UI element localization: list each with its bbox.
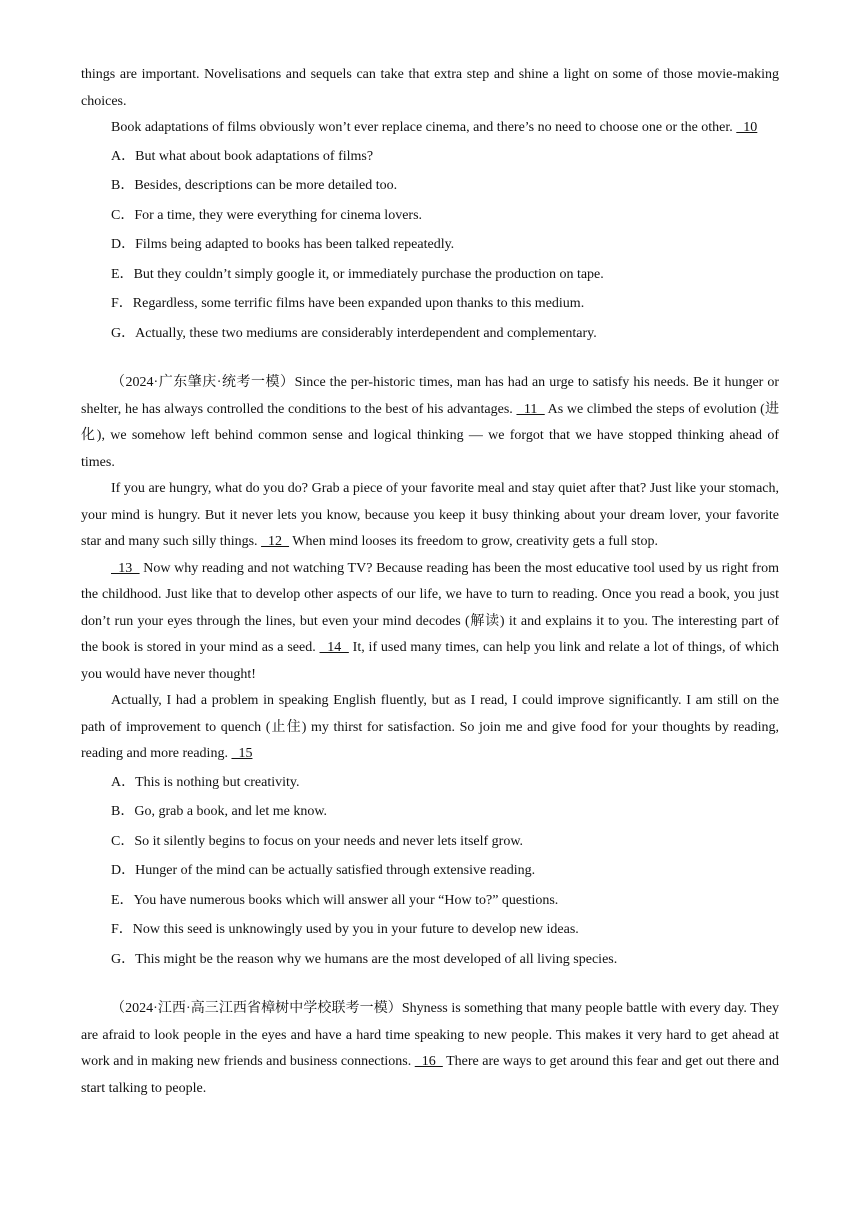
paragraph-text: There are ways to get around this fear and get out there and start talking to people. <box>81 1054 780 1096</box>
paragraph <box>81 62 779 115</box>
section-gap <box>81 348 779 370</box>
paragraph-text: Now why reading and not watching TV? Because reading has been the most educative tool used by us right from the childhood. Just like that to develop other aspects of our life, we have to turn to reading. Once you read a book, you just don’t run your eyes through the lines, but even your mind decodes (解读) it and explains it to you. The interesting part of the book is stored in your mind as a seed. <box>81 560 780 655</box>
option-a <box>111 142 779 172</box>
options-list-1 <box>81 142 779 349</box>
option-letter: G． <box>111 951 136 967</box>
option-text: But they couldn’t simply google it, or immediately purchase the production on tape. <box>133 266 604 282</box>
question-source: （2024·广东肇庆·统考一模） <box>111 375 295 390</box>
option-text: Regardless, some terrific films have been expanded upon thanks to this medium. <box>132 296 585 311</box>
option-letter: G． <box>111 325 136 341</box>
paragraph <box>81 996 779 1102</box>
option-letter: E． <box>111 892 134 908</box>
option-letter: B． <box>111 804 135 819</box>
option-text: But what about book adaptations of films? <box>135 148 374 164</box>
option-letter: E． <box>111 266 134 282</box>
paragraph <box>81 556 779 689</box>
option-a <box>111 768 779 798</box>
paragraph-text: things are important. Novelisations and sequels can take that extra step and shine a light on some of those movie-making choices. <box>81 67 779 109</box>
question-source: （2024·江西·高三江西省樟树中学校联考一模） <box>111 1001 402 1016</box>
option-letter: C． <box>111 207 135 223</box>
option-f <box>111 289 779 319</box>
option-letter: B． <box>111 178 135 193</box>
options-list-2 <box>81 768 779 975</box>
option-b <box>111 171 779 201</box>
paragraph-text: If you are hungry, what do you do? Grab a piece of your favorite meal and stay quiet after that? Just like your stomach, your mind is hungry. But it never lets you know, because you keep it busy thinking about your dream lover, your favorite star and many such silly things. <box>81 481 779 549</box>
paragraph-text: Actually, I had a problem in speaking English fluently, but as I read, I could improve significantly. I am still on the path of improvement to quench (止住) my thirst for satisfaction. So join me and give food for your thoughts by reading, reading and more reading. <box>81 693 779 761</box>
option-letter: F． <box>111 296 133 311</box>
option-g <box>111 319 779 349</box>
paragraph-text: When mind looses its freedom to grow, creativity gets a full stop. <box>289 534 659 549</box>
paragraph <box>81 115 779 142</box>
paragraph <box>81 476 779 556</box>
option-c <box>111 201 779 231</box>
option-text: This might be the reason why we humans are the most developed of all living species. <box>135 951 618 967</box>
answer-blank-11[interactable]: 11 <box>516 401 545 417</box>
option-letter: A． <box>111 774 136 790</box>
paragraph-text: Shyness is something that many people battle with every day. They are afraid to look people in the eyes and have a hard time speaking to new people. This makes it very hard to get ahead at work and in making new friends and business connections. <box>81 1001 779 1069</box>
option-b <box>111 797 779 827</box>
paragraph-text: Book adaptations of films obviously won’t ever replace cinema, and there’s no need to choose one or the other. <box>111 120 737 135</box>
answer-blank-12[interactable]: 12 <box>261 534 290 549</box>
answer-blank-15[interactable]: 15 <box>231 746 253 761</box>
option-text: Films being adapted to books has been talked repeatedly. <box>135 237 455 252</box>
answer-blank-13[interactable]: 13 <box>111 560 140 576</box>
answer-blank-10[interactable]: 10 <box>736 120 758 135</box>
paragraph-text: As we climbed the steps of evolution (进化), we somehow left behind common sense and logical thinking — we forgot that we have stopped thinking ahead of times. <box>81 401 779 470</box>
option-e <box>111 260 779 290</box>
option-e <box>111 886 779 916</box>
option-d <box>111 856 779 886</box>
option-text: You have numerous books which will answer all your “How to?” questions. <box>133 892 559 908</box>
option-text: Hunger of the mind can be actually satisfied through extensive reading. <box>135 863 536 878</box>
option-g <box>111 945 779 975</box>
answer-blank-14[interactable]: 14 <box>319 640 349 655</box>
paragraph-text: It, if used many times, can help you link and relate a lot of things, of which you would have never thought! <box>81 640 779 682</box>
paragraph <box>81 370 779 476</box>
option-letter: C． <box>111 833 135 849</box>
option-text: This is nothing but creativity. <box>135 774 300 790</box>
option-c <box>111 827 779 857</box>
section-gap <box>81 974 779 996</box>
option-letter: D． <box>111 237 136 252</box>
paragraph <box>81 688 779 768</box>
option-text: Besides, descriptions can be more detailed too. <box>134 178 398 193</box>
option-f <box>111 915 779 945</box>
option-text: So it silently begins to focus on your needs and never lets itself grow. <box>134 833 524 849</box>
option-text: For a time, they were everything for cinema lovers. <box>134 207 423 223</box>
document-page <box>81 62 779 1102</box>
option-letter: A． <box>111 148 136 164</box>
option-text: Actually, these two mediums are considerably interdependent and complementary. <box>135 325 597 341</box>
paragraph-text: Since the per-historic times, man has had an urge to satisfy his needs. Be it hunger or shelter, he has always controlled the conditions to the best of his advantages. <box>81 375 779 417</box>
answer-blank-16[interactable]: 16 <box>414 1054 443 1069</box>
option-text: Now this seed is unknowingly used by you in your future to develop new ideas. <box>132 922 579 937</box>
option-text: Go, grab a book, and let me know. <box>134 804 328 819</box>
option-letter: D． <box>111 863 136 878</box>
option-letter: F． <box>111 922 133 937</box>
option-d <box>111 230 779 260</box>
